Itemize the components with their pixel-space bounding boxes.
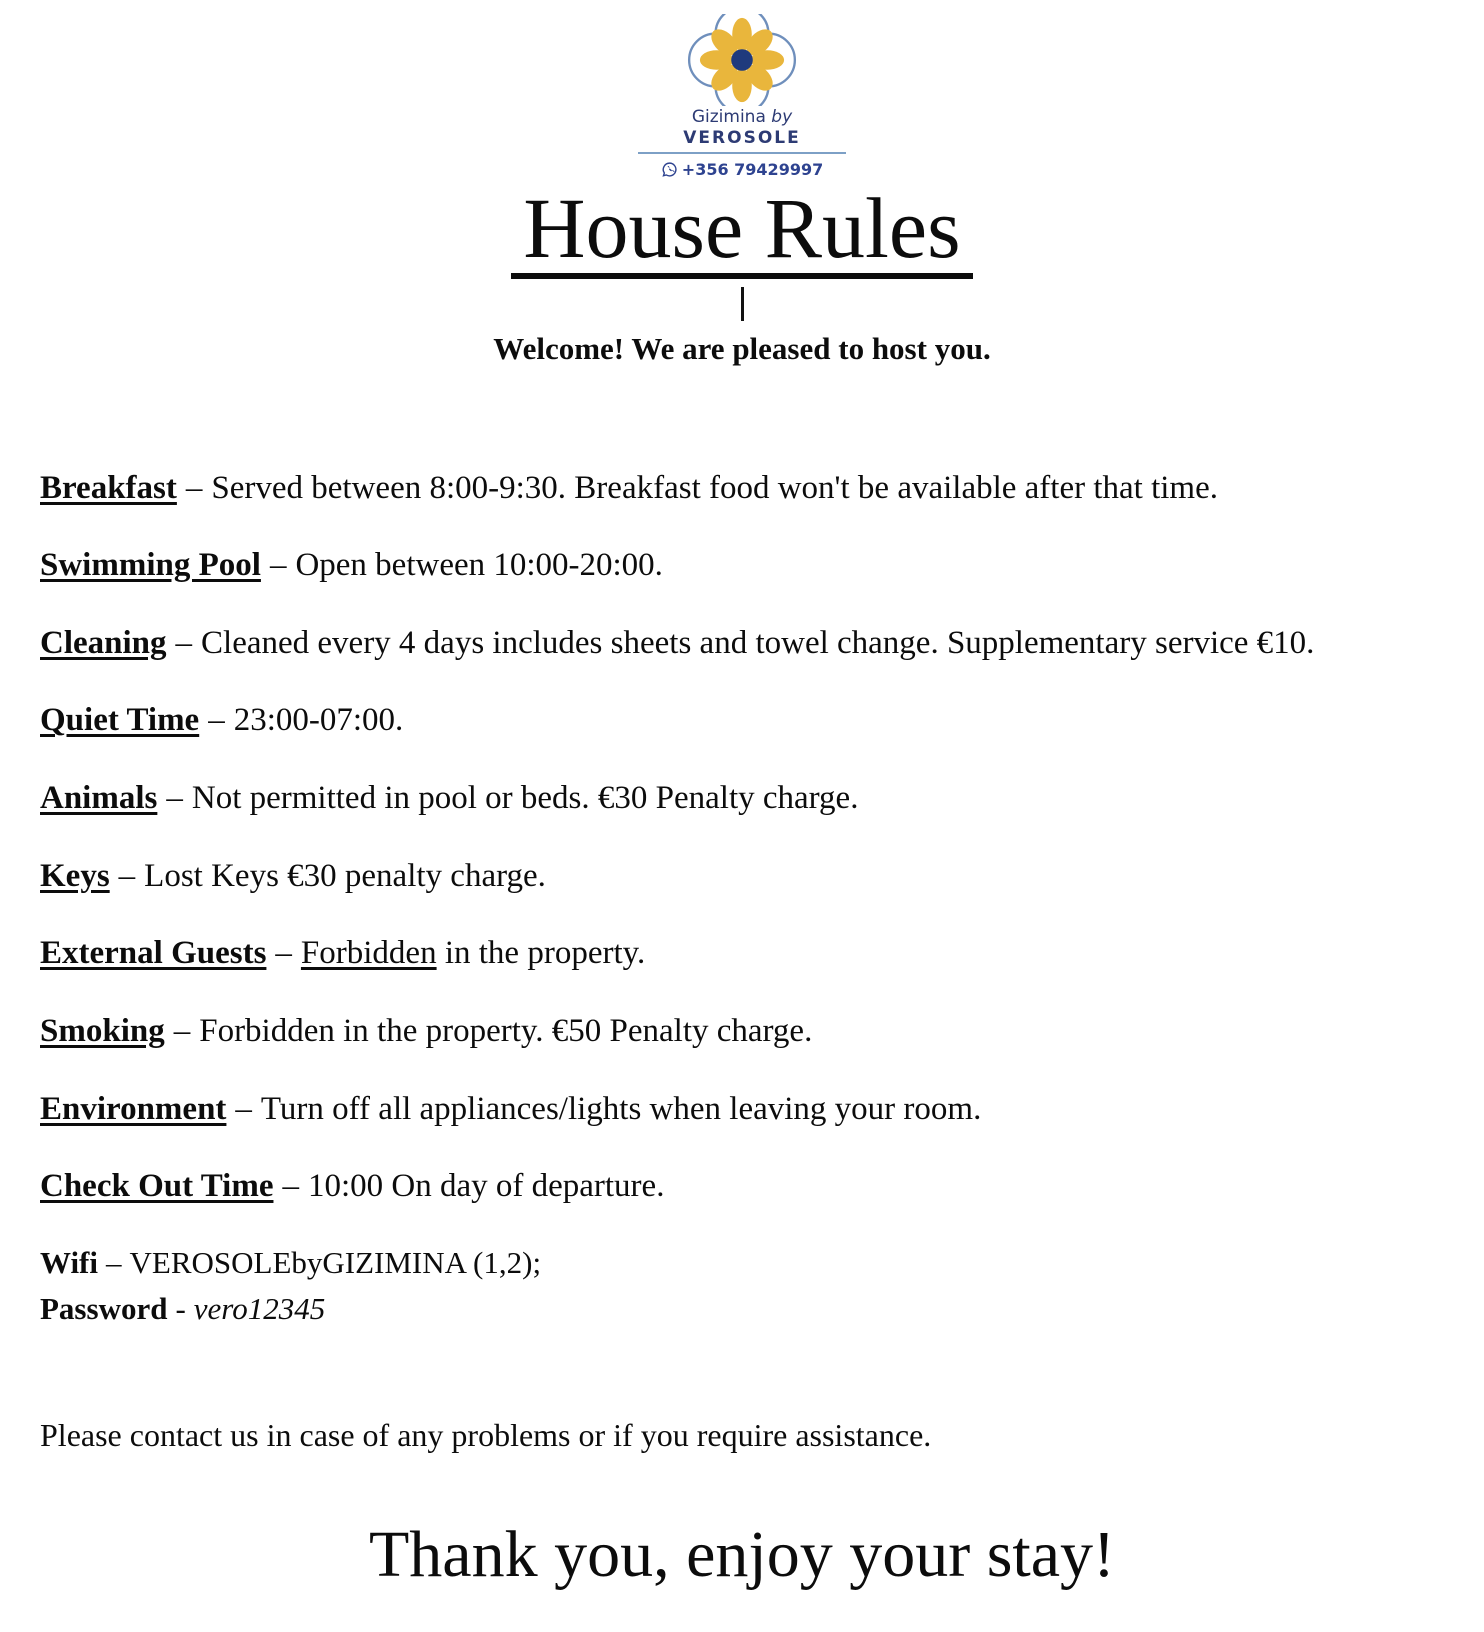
rule-label: Environment: [40, 1090, 227, 1127]
brand-name: [0, 108, 1484, 128]
password-line: [40, 1290, 1444, 1326]
rule-label: Breakfast: [40, 469, 177, 506]
brand-header: [0, 0, 1484, 179]
rule-label: Smoking: [40, 1013, 165, 1050]
rule-text: Turn off all appliances/lights when leaving your room.: [260, 1090, 982, 1127]
dash-separator: –: [175, 624, 193, 661]
dash-separator: –: [269, 547, 287, 584]
rule-label: Keys: [40, 857, 110, 894]
rule-text: in the property.: [436, 935, 646, 972]
whatsapp-icon: [661, 161, 678, 178]
brand-phone-number: +356 79429997: [681, 159, 824, 179]
rule-smoking: [40, 1014, 1444, 1049]
password-label: Password: [40, 1290, 168, 1326]
rule-label: External Guests: [40, 935, 267, 972]
rules-list: [40, 471, 1444, 1204]
rule-swimming-pool: [40, 548, 1444, 583]
rule-cleaning: [40, 626, 1444, 661]
rule-quiet-time: [40, 703, 1444, 738]
wifi-label: Wifi: [40, 1244, 98, 1280]
rule-check-out-time: [40, 1169, 1444, 1204]
dash-separator: –: [173, 1013, 191, 1050]
wifi-network-name: VEROSOLEbyGIZIMINA (1,2);: [129, 1244, 542, 1280]
rule-animals: [40, 781, 1444, 816]
dash-separator: –: [166, 780, 183, 817]
thank-you-message: Thank you, enjoy your stay!: [368, 1518, 1115, 1592]
welcome-text: Welcome! We are pleased to host you.: [493, 330, 991, 366]
dash-separator: –: [275, 935, 292, 972]
rule-keys: [40, 859, 1444, 894]
rule-breakfast: [40, 471, 1444, 506]
flower-logo-icon: [683, 14, 801, 106]
contact-note: Please contact us in case of any problems or if you require assistance.: [40, 1417, 932, 1454]
brand-name-main: VEROSOLE: [683, 127, 801, 148]
cursor-tick: [741, 287, 744, 321]
brand-phone: [0, 160, 1484, 179]
hyphen-separator: -: [175, 1290, 186, 1326]
rule-environment: [40, 1092, 1444, 1127]
dash-separator: –: [106, 1244, 122, 1280]
rule-label: Quiet Time: [40, 702, 200, 739]
wifi-line: [40, 1244, 1444, 1280]
rule-text: Forbidden in the property. €50 Penalty charge.: [199, 1013, 813, 1050]
rule-text-underlined: Forbidden: [300, 935, 437, 972]
rule-external-guests: [40, 936, 1444, 971]
rule-label: Cleaning: [40, 624, 167, 661]
rule-label: Check Out Time: [40, 1168, 274, 1205]
rule-text: Served between 8:00-9:30. Breakfast food won't be available after that time.: [211, 469, 1218, 506]
brand-name-by: by: [771, 107, 793, 127]
rule-text: Not permitted in pool or beds. €30 Penalty charge.: [191, 780, 859, 817]
rule-text: Open between 10:00-20:00.: [295, 547, 663, 584]
wifi-credentials: [40, 1244, 1444, 1326]
brand-name-prefix: Gizimina: [691, 107, 766, 127]
rule-text: Lost Keys €30 penalty charge.: [144, 857, 546, 894]
rule-label: Swimming Pool: [40, 547, 261, 584]
rule-text: 10:00 On day of departure.: [307, 1168, 665, 1205]
dash-separator: –: [282, 1168, 299, 1205]
rule-text: Cleaned every 4 days includes sheets and towel change. Supplementary service €10.: [201, 624, 1315, 661]
brand-divider: [638, 152, 846, 154]
dash-separator: –: [185, 469, 203, 506]
rule-label: Animals: [40, 780, 158, 817]
dash-separator: –: [208, 702, 225, 739]
password-value: vero12345: [193, 1290, 326, 1326]
page-title: House Rules: [0, 185, 1484, 279]
rule-text: 23:00-07:00.: [233, 702, 404, 739]
dash-separator: –: [118, 857, 136, 894]
dash-separator: –: [235, 1090, 252, 1127]
